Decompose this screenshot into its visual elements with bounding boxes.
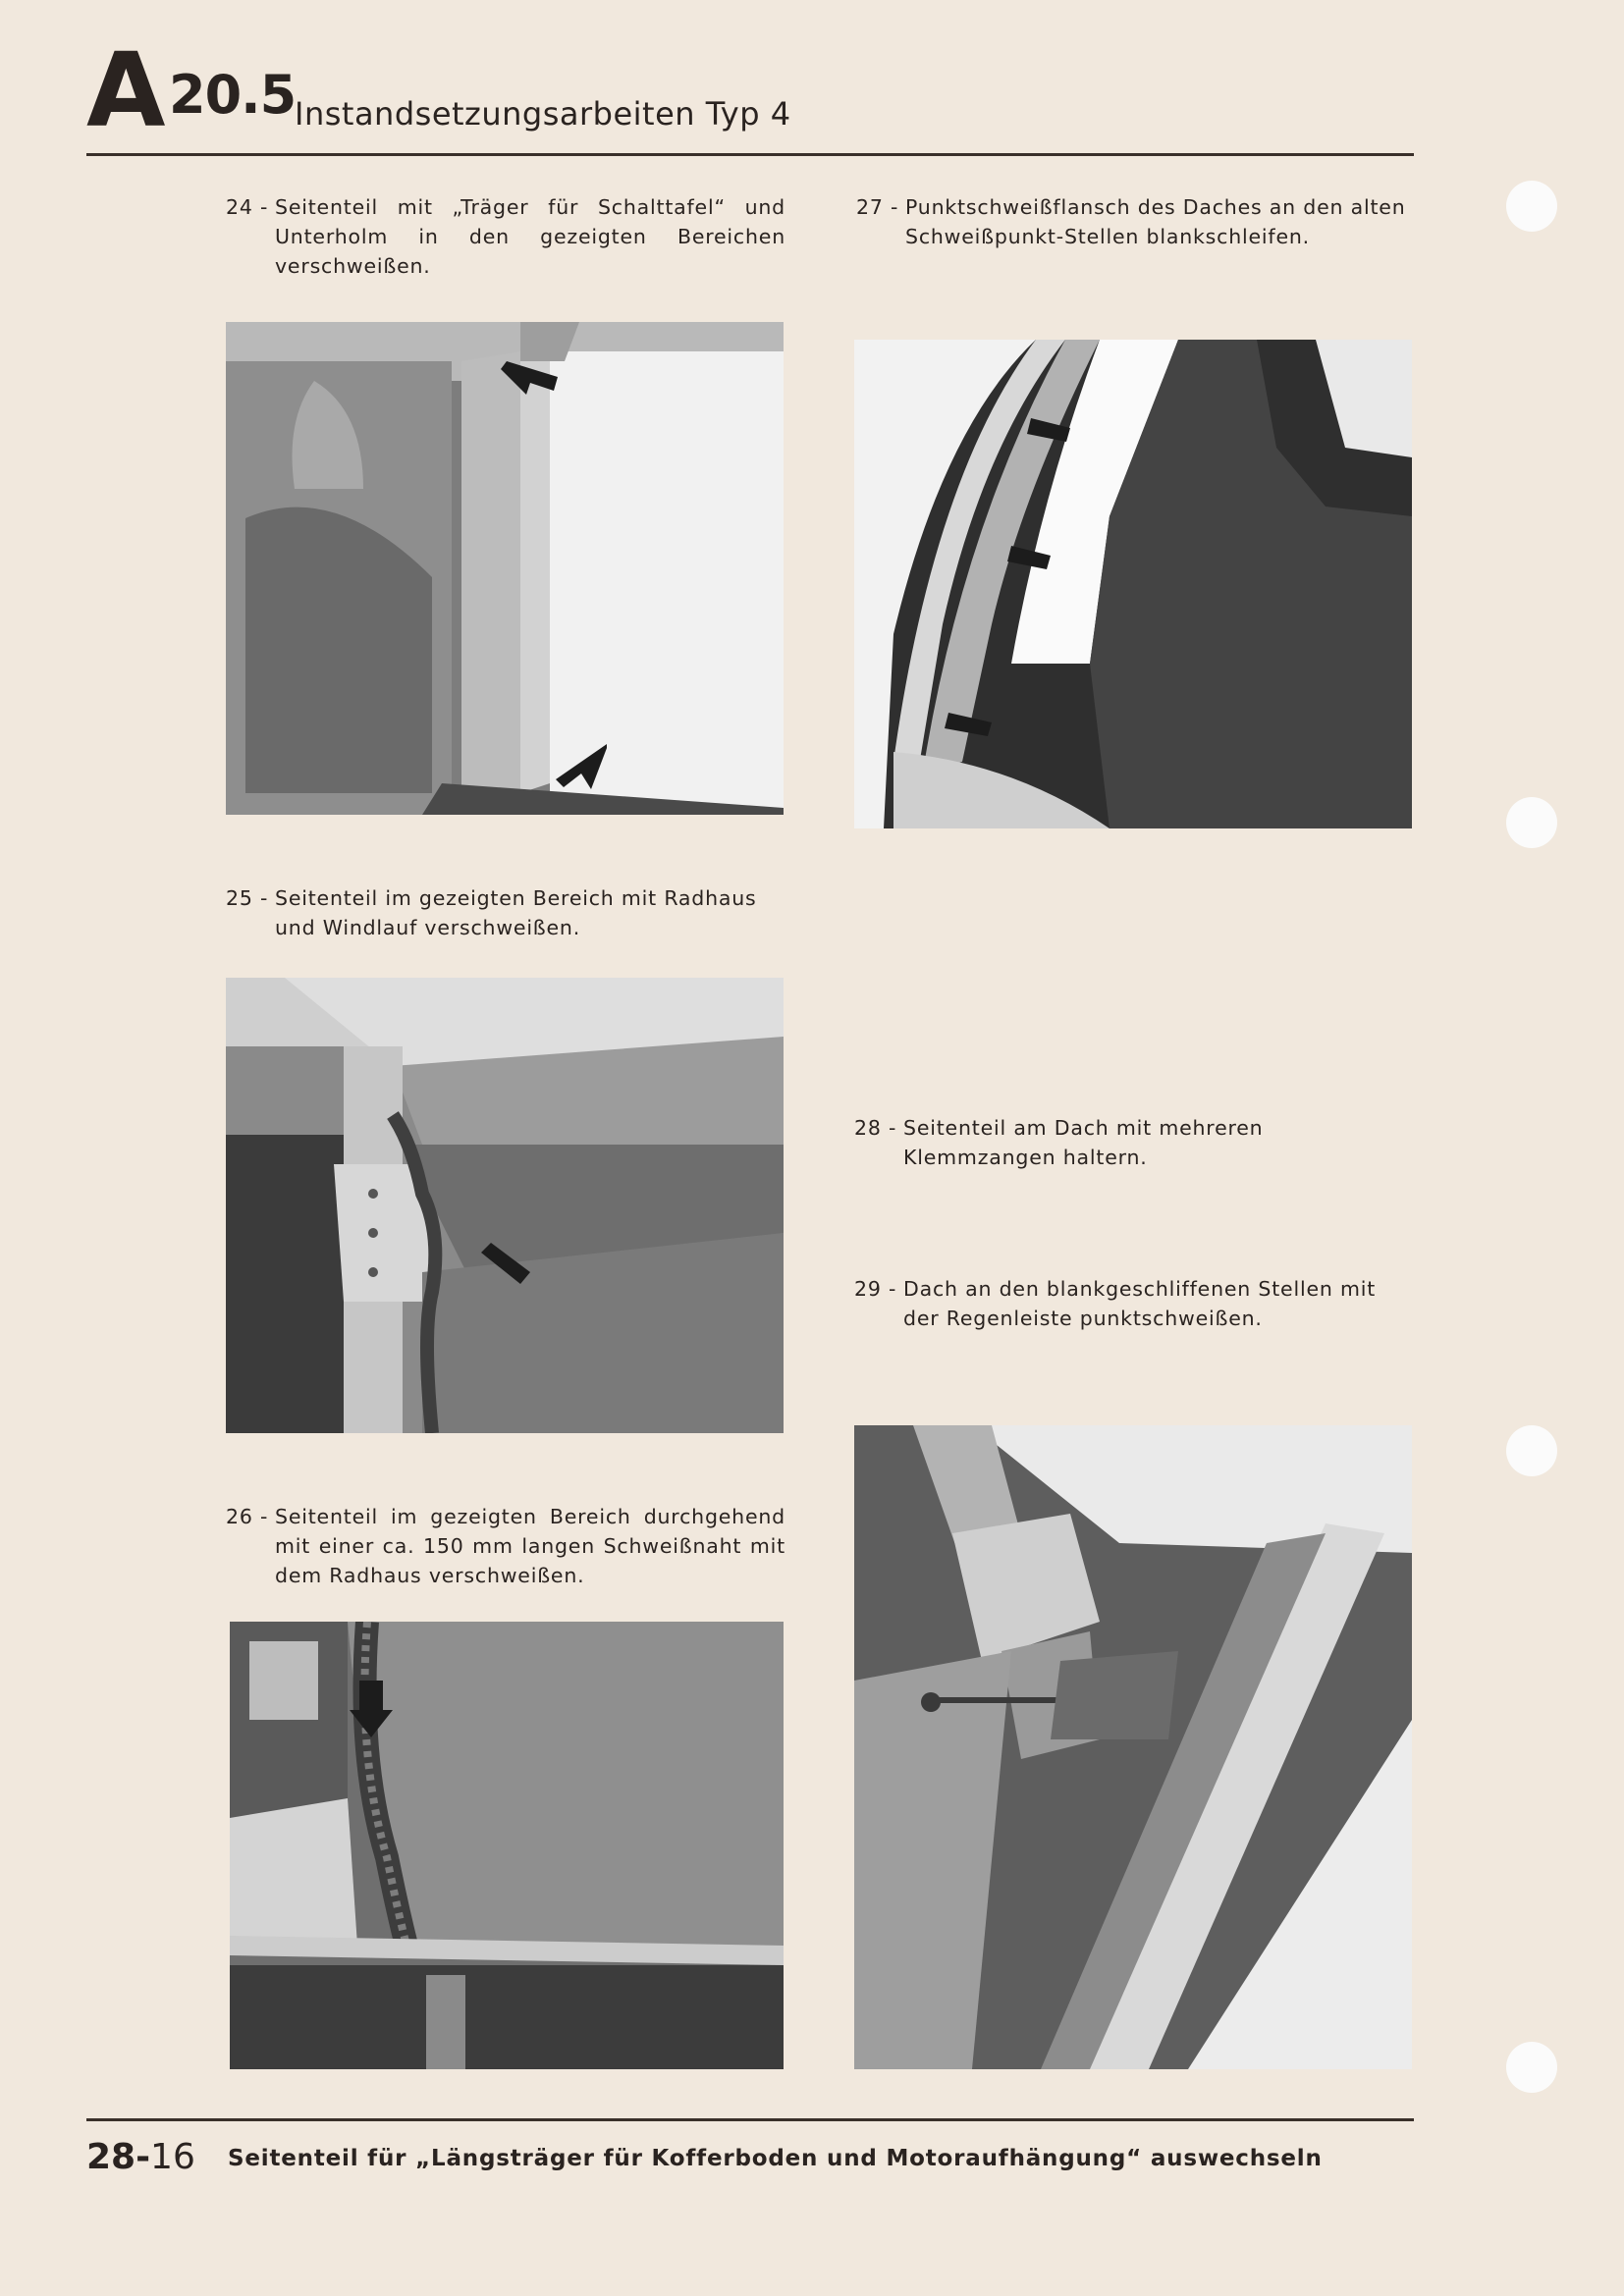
step-number: 24 - — [226, 195, 269, 219]
photo-step-27 — [854, 340, 1412, 828]
header-rule — [86, 153, 1414, 156]
footer-title: Seitenteil für „Längsträger für Kofferboden und Motoraufhängung“ auswechseln — [228, 2146, 1323, 2171]
step-text: Seitenteil am Dach mit mehreren Klemmzangen haltern. — [903, 1116, 1264, 1169]
page-number: 28-16 — [86, 2137, 195, 2177]
footer-rule — [86, 2118, 1414, 2121]
photo-step-29 — [854, 1425, 1412, 2069]
step-number: 29 - — [854, 1277, 897, 1301]
step-24 — [226, 192, 785, 281]
punch-hole — [1506, 797, 1557, 848]
punch-hole — [1506, 1425, 1557, 1476]
section-number: 20.5 — [169, 64, 297, 126]
section-letter: A — [86, 30, 162, 150]
step-28 — [854, 1113, 1414, 1172]
step-27 — [856, 192, 1416, 251]
step-number: 26 - — [226, 1505, 269, 1528]
photo-step-25 — [226, 978, 784, 1433]
page-title: Instandsetzungsarbeiten Typ 4 — [295, 95, 791, 133]
step-text: Seitenteil im gezeigten Bereich mit Radhaus und Windlauf verschweißen. — [275, 886, 757, 939]
step-text: Seitenteil mit „Träger für Schalttafel“ und Unterholm in den gezeigten Bereichen verschweißen. — [275, 195, 785, 278]
step-number: 25 - — [226, 886, 269, 910]
punch-hole — [1506, 2042, 1557, 2093]
photo-step-24 — [226, 322, 784, 815]
photo-step-26 — [230, 1622, 784, 2069]
step-text: Seitenteil im gezeigten Bereich durchgehend mit einer ca. 150 mm langen Schweißnaht mit dem Radhaus verschweißen. — [275, 1505, 785, 1587]
punch-hole — [1506, 181, 1557, 232]
step-26 — [226, 1502, 785, 1590]
step-text: Punktschweißflansch des Daches an den alten Schweißpunkt-Stellen blankschleifen. — [905, 195, 1406, 248]
step-number: 28 - — [854, 1116, 897, 1140]
step-25 — [226, 883, 785, 942]
step-29 — [854, 1274, 1414, 1333]
step-text: Dach an den blankgeschliffenen Stellen mit der Regenleiste punktschweißen. — [903, 1277, 1377, 1330]
step-number: 27 - — [856, 195, 899, 219]
